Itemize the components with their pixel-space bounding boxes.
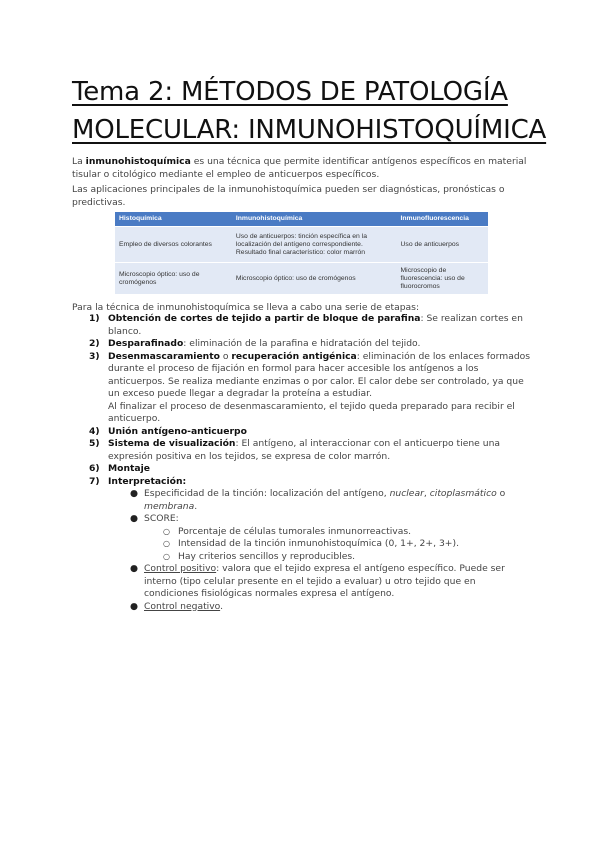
step-number: 1)	[89, 313, 100, 324]
table-cell: Uso de anticuerpos	[397, 227, 488, 263]
step-title: Sistema de visualización	[108, 438, 236, 449]
circle-bullet-icon: ○	[163, 539, 170, 548]
term-nuclear: nuclear	[389, 488, 424, 499]
separator: ,	[423, 488, 430, 499]
list-item	[72, 338, 532, 351]
step-title: Desparafinado	[108, 338, 184, 349]
step-text: : eliminación de la parafina e hidratación del tejido.	[183, 338, 421, 349]
table-cell: Uso de anticuerpos: tinción específica en la localización del antígeno correspondiente. Resultado final característico: color marrón	[232, 227, 397, 263]
page-title-line-2: MOLECULAR: INMUNOHISTOQUÍMICA	[72, 115, 547, 145]
list-item	[72, 513, 532, 526]
page-title-line-1: Tema 2: MÉTODOS DE PATOLOGÍA	[72, 77, 508, 107]
positive-control-text: : valora que el tejido expresa el antígeno específico. Puede ser interno (tipo celular presente en el tejido a evaluar) u otro tejido que en condiciones fisiológicas normales expresa el antígeno.	[144, 563, 505, 599]
table-cell: Microscopio óptico: uso de cromógenos	[115, 263, 232, 295]
list-item	[72, 313, 532, 338]
intro-paragraph-1	[72, 155, 530, 181]
table-header: Inmunohistoquímica	[232, 212, 397, 227]
connector: o	[496, 488, 506, 499]
score-item: Porcentaje de células tumorales inmunorreactivas.	[178, 525, 412, 537]
table-row	[115, 227, 488, 263]
intro-paragraph-2: Las aplicaciones principales de la inmunohistoquímica pueden ser diagnósticas, pronósticas o predictivas.	[72, 184, 505, 209]
score-item: Intensidad de la tinción inmunohistoquímica (0, 1+, 2+, 3+).	[178, 538, 459, 549]
step-title: Interpretación:	[108, 475, 187, 487]
bullet-icon: ●	[130, 600, 139, 612]
score-label: SCORE:	[144, 513, 179, 524]
table-header: Histoquímica	[115, 212, 232, 227]
table-row	[115, 263, 488, 295]
step-number: 6)	[89, 463, 100, 474]
intro-definition: es una técnica que permite identificar antígenos específicos en material tisular o citológico mediante el empleo de anticuerpos específicos.	[72, 156, 527, 181]
bullet-icon: ●	[130, 513, 139, 524]
step-connector: o	[219, 350, 232, 362]
step-title: Montaje	[108, 463, 150, 474]
comparison-table	[115, 212, 488, 294]
step-text: : eliminación de los enlaces formados durante el proceso de fijación en formol para hacer accesible los antígenos a los anticuerpos. Se realiza mediante enzimas o por calor. El calor debe ser controlado, ya que un exceso puede llegar a degradar la proteína a estudiar.	[108, 350, 531, 399]
negative-control-label: Control negativo	[144, 600, 221, 612]
step-text: : El antígeno, al interaccionar con el anticuerpo tiene una expresión positiva en los tejidos, se expresa de color marrón.	[108, 438, 501, 462]
list-item	[72, 426, 532, 439]
step-title: Desenmascaramiento	[108, 350, 220, 362]
table-cell: Empleo de diversos colorantes	[115, 227, 232, 263]
list-item	[72, 563, 532, 601]
list-item	[72, 463, 532, 476]
list-item	[72, 488, 532, 513]
step-title: Unión antígeno-anticuerpo	[108, 425, 247, 437]
list-item	[72, 526, 532, 539]
specificity-text: Especificidad de la tinción: localización del antígeno,	[144, 488, 390, 499]
list-item	[72, 601, 532, 614]
step-extra-text: Al finalizar el proceso de desenmascaramiento, el tejido queda preparado para recibir el anticuerpo.	[108, 400, 515, 424]
intro-prefix: La	[72, 156, 86, 167]
bullet-icon: ●	[130, 488, 139, 499]
term-membrana: membrana	[144, 500, 195, 512]
table-cell: Microscopio óptico: uso de cromógenos	[232, 263, 397, 295]
circle-bullet-icon: ○	[163, 526, 170, 536]
list-item	[72, 476, 532, 489]
table-header: Inmunofluorescencia	[397, 212, 488, 227]
list-item	[72, 538, 532, 551]
score-item: Hay criterios sencillos y reproducibles.	[178, 550, 356, 562]
step-number: 4)	[89, 425, 100, 437]
list-item	[72, 351, 532, 426]
steps-list	[72, 313, 532, 613]
list-item	[72, 551, 532, 564]
positive-control-label: Control positivo	[144, 563, 217, 574]
list-item	[72, 438, 532, 463]
circle-bullet-icon: ○	[163, 551, 170, 561]
step-title: Obtención de cortes de tejido a partir de bloque de parafina	[108, 313, 421, 324]
stages-intro: Para la técnica de inmunohistoquímica se lleva a cabo una serie de etapas:	[72, 302, 420, 313]
step-number: 2)	[89, 338, 100, 349]
step-text: : Se realizan cortes en blanco.	[108, 313, 523, 337]
step-number: 5)	[89, 438, 100, 449]
step-title-alt: recuperación antigénica	[231, 350, 357, 362]
table-header-row	[115, 212, 488, 227]
step-number: 7)	[89, 475, 100, 487]
period: .	[220, 600, 224, 612]
bullet-icon: ●	[130, 563, 139, 574]
period: .	[194, 500, 198, 512]
table-cell: Microscopio de fluorescencia: uso de fluorocromos	[397, 263, 488, 295]
term-citoplasmatico: citoplasmático	[429, 488, 497, 499]
step-number: 3)	[89, 350, 100, 362]
term-inmunohistoquimica: inmunohistoquímica	[85, 156, 191, 167]
